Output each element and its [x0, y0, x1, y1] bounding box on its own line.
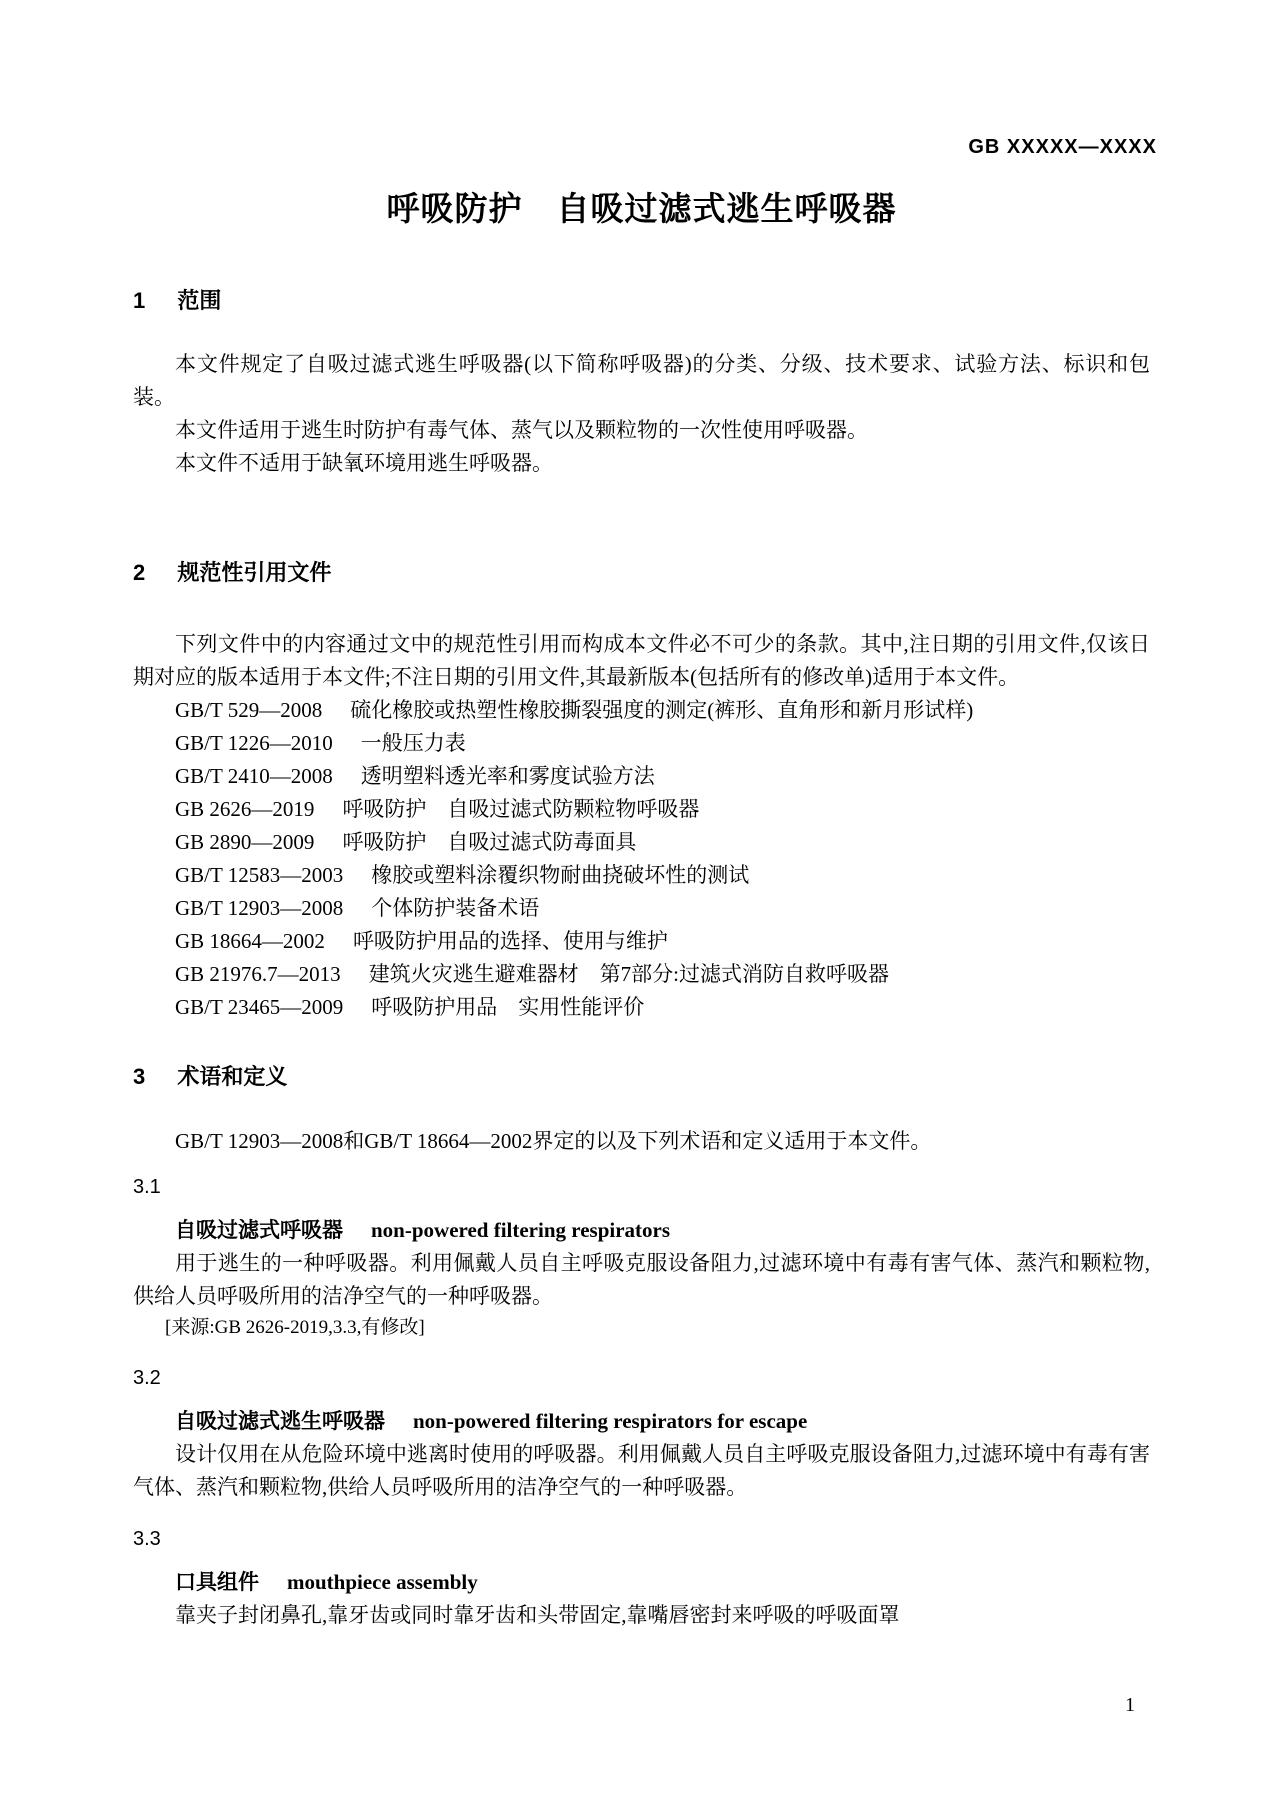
reference-item [133, 793, 1150, 826]
term-chinese: 口具组件 [175, 1571, 259, 1594]
section-2-title: 规范性引用文件 [177, 560, 332, 585]
term-chinese: 自吸过滤式逃生呼吸器 [175, 1410, 385, 1433]
reference-item [133, 859, 1150, 892]
reference-title: 个体防护装备术语 [371, 896, 540, 920]
references-intro: 下列文件中的内容通过文中的规范性引用而构成本文件必不可少的条款。其中,注日期的引用文件,仅该日期对应的版本适用于本文件;不注日期的引用文件,其最新版本(包括所有的修改单)适用于本文件。 [133, 632, 1150, 689]
reference-code: GB/T 529—2008 [175, 698, 323, 722]
reference-title: 硫化橡胶或热塑性橡胶撕裂强度的测定(裤形、直角形和新月形试样) [350, 698, 974, 722]
section-1-title: 范围 [177, 288, 222, 313]
term-title [133, 1566, 1150, 1599]
section-3-number: 3 [133, 1064, 146, 1089]
section-scope [133, 288, 1150, 480]
section-2-heading [133, 560, 1150, 586]
term-definition: 用于逃生的一种呼吸器。利用佩戴人员自主呼吸克服设备阻力,过滤环境中有毒有害气体、蒸汽和颗粒物,供给人员呼吸所用的洁净空气的一种呼吸器。 [133, 1251, 1150, 1308]
reference-code: GB/T 12583—2003 [175, 863, 344, 887]
scope-paragraph: 本文件适用于逃生时防护有毒气体、蒸气以及颗粒物的一次性使用呼吸器。 [175, 418, 868, 442]
page-number: 1 [1125, 1694, 1135, 1716]
term-entry [133, 1363, 1150, 1504]
term-title [133, 1214, 1150, 1247]
document-title: 呼吸防护 自吸过滤式逃生呼吸器 [386, 190, 897, 227]
reference-code: GB/T 1226—2010 [175, 731, 333, 755]
term-english: non-powered filtering respirators for escape [413, 1409, 808, 1433]
section-terms-definitions [133, 1064, 1150, 1632]
section-1-number: 1 [133, 288, 146, 313]
standard-code: GB XXXXX—XXXX [968, 136, 1157, 158]
reference-title: 呼吸防护 自吸过滤式防毒面具 [342, 830, 637, 854]
reference-item [133, 958, 1150, 991]
reference-title: 橡胶或塑料涂覆织物耐曲挠破坏性的测试 [371, 863, 750, 887]
reference-title: 一般压力表 [360, 731, 466, 755]
term-english: non-powered filtering respirators [371, 1218, 671, 1242]
section-1-heading [133, 288, 1150, 314]
scope-paragraph: 本文件不适用于缺氧环境用逃生呼吸器。 [175, 451, 553, 475]
reference-item [133, 826, 1150, 859]
term-number: 3.1 [133, 1176, 161, 1198]
reference-code: GB/T 12903—2008 [175, 896, 344, 920]
term-source: [来源:GB 2626-2019,3.3,有修改] [165, 1317, 425, 1338]
scope-paragraph: 本文件规定了自吸过滤式逃生呼吸器(以下简称呼吸器)的分类、分级、技术要求、试验方法、标识和包装。 [133, 352, 1150, 409]
term-definition: 设计仅用在从危险环境中逃离时使用的呼吸器。利用佩戴人员自主呼吸克服设备阻力,过滤环境中有毒有害气体、蒸汽和颗粒物,供给人员呼吸所用的洁净空气的一种呼吸器。 [133, 1442, 1150, 1499]
reference-title: 建筑火灾逃生避难器材 第7部分:过滤式消防自救呼吸器 [368, 962, 890, 986]
term-number: 3.3 [133, 1528, 161, 1550]
reference-title: 透明塑料透光率和雾度试验方法 [360, 764, 655, 788]
reference-code: GB 2890—2009 [175, 830, 315, 854]
reference-code: GB 2626—2019 [175, 797, 315, 821]
term-chinese: 自吸过滤式呼吸器 [175, 1219, 343, 1242]
reference-item [133, 694, 1150, 727]
term-title [133, 1405, 1150, 1438]
section-normative-references [133, 560, 1150, 1024]
term-number: 3.2 [133, 1367, 161, 1389]
section-3-heading [133, 1064, 1150, 1090]
section-3-title: 术语和定义 [177, 1064, 288, 1089]
reference-title: 呼吸防护 自吸过滤式防颗粒物呼吸器 [342, 797, 700, 821]
term-entry [133, 1172, 1150, 1343]
term-entry [133, 1524, 1150, 1632]
term-definition: 靠夹子封闭鼻孔,靠牙齿或同时靠牙齿和头带固定,靠嘴唇密封来呼吸的呼吸面罩 [175, 1603, 900, 1627]
reference-item [133, 760, 1150, 793]
reference-item [133, 991, 1150, 1024]
reference-code: GB 18664—2002 [175, 929, 325, 953]
section-2-number: 2 [133, 560, 146, 585]
reference-title: 呼吸防护用品 实用性能评价 [371, 995, 645, 1019]
reference-item [133, 925, 1150, 958]
reference-code: GB/T 23465—2009 [175, 995, 344, 1019]
reference-code: GB/T 2410—2008 [175, 764, 333, 788]
term-english: mouthpiece assembly [287, 1570, 478, 1594]
reference-item [133, 892, 1150, 925]
reference-title: 呼吸防护用品的选择、使用与维护 [352, 929, 668, 953]
reference-item [133, 727, 1150, 760]
reference-code: GB 21976.7—2013 [175, 962, 341, 986]
terms-intro: GB/T 12903—2008和GB/T 18664—2002界定的以及下列术语和定义适用于本文件。 [175, 1129, 932, 1153]
